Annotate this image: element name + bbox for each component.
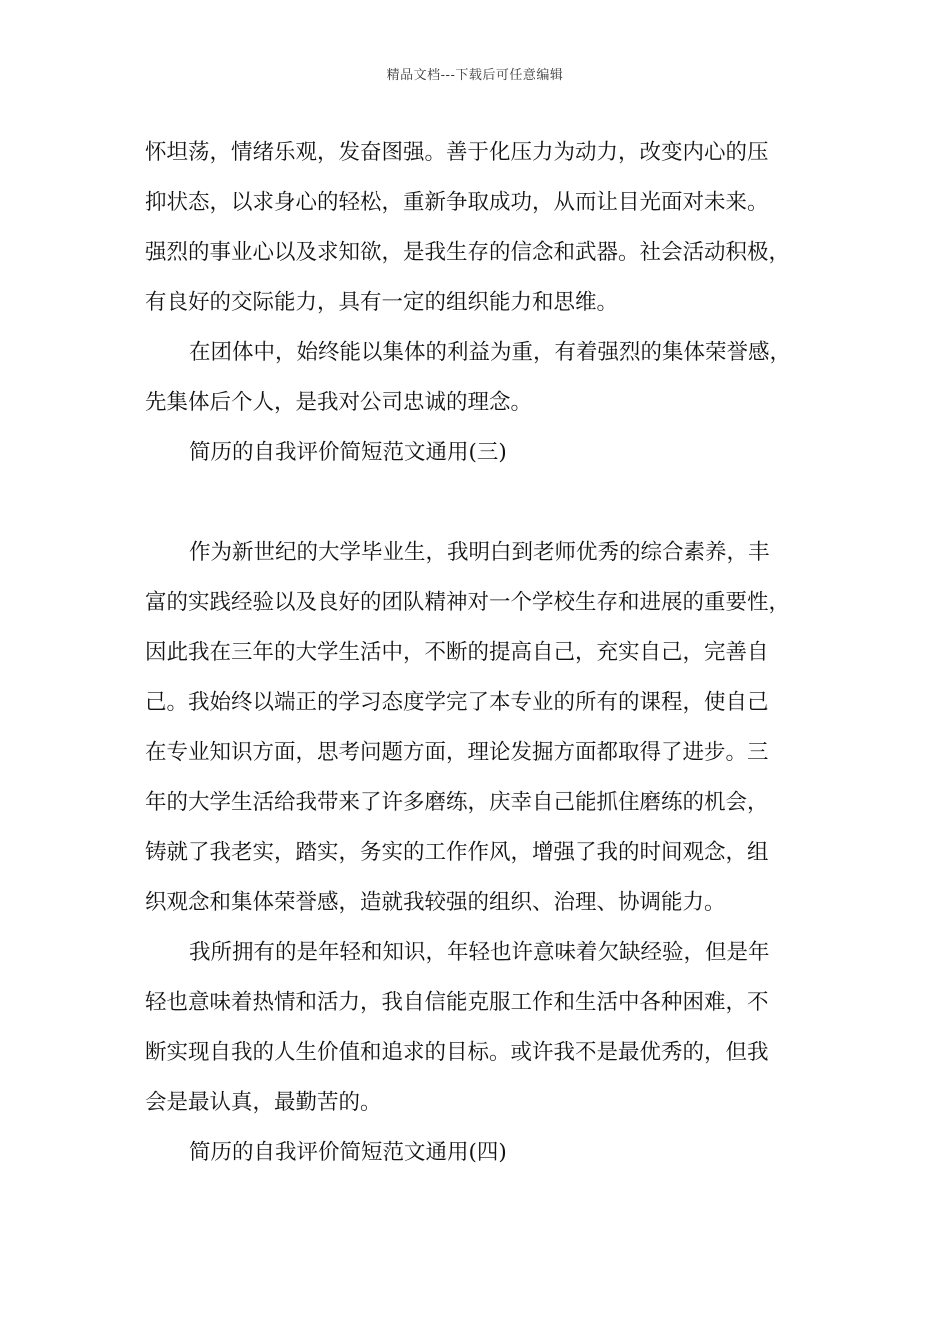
page-header: 精品文档---下载后可任意编辑 <box>386 68 564 83</box>
text-line: 己。我始终以端正的学习态度学完了本专业的所有的课程，使自己 <box>145 690 769 715</box>
paragraph-start-line: 我所拥有的是年轻和知识，年轻也许意味着欠缺经验，但是年 <box>189 940 770 965</box>
text-line: 富的实践经验以及良好的团队精神对一个学校生存和进展的重要性， <box>145 590 791 615</box>
text-line: 抑状态，以求身心的轻松，重新争取成功，从而让目光面对未来。 <box>145 190 769 215</box>
text-line: 在专业知识方面，思考问题方面，理论发掘方面都取得了进步。三 <box>145 740 769 765</box>
section-heading-3: 简历的自我评价简短范文通用(三) <box>189 440 507 465</box>
text-line: 织观念和集体荣誉感，造就我较强的组织、治理、协调能力。 <box>145 890 726 915</box>
document-body <box>145 128 825 1178</box>
blank-line <box>145 478 825 528</box>
paragraph-start-line: 在团体中，始终能以集体的利益为重，有着强烈的集体荣誉感， <box>189 340 792 365</box>
text-line: 会是最认真，最勤苦的。 <box>145 1090 382 1115</box>
section-heading-4: 简历的自我评价简短范文通用(四) <box>189 1140 507 1165</box>
text-line: 怀坦荡，情绪乐观，发奋图强。善于化压力为动力，改变内心的压 <box>145 140 769 165</box>
paragraph-start-line: 作为新世纪的大学毕业生，我明白到老师优秀的综合素养，丰 <box>189 540 770 565</box>
text-line: 先集体后个人，是我对公司忠诚的理念。 <box>145 390 533 415</box>
text-line: 有良好的交际能力，具有一定的组织能力和思维。 <box>145 290 619 315</box>
text-line: 铸就了我老实，踏实，务实的工作作风，增强了我的时间观念，组 <box>145 840 769 865</box>
text-line: 年的大学生活给我带来了许多磨练，庆幸自己能抓住磨练的机会， <box>145 790 769 815</box>
text-line: 强烈的事业心以及求知欲，是我生存的信念和武器。社会活动积极， <box>145 240 791 265</box>
text-line: 因此我在三年的大学生活中，不断的提高自己，充实自己，完善自 <box>145 640 769 665</box>
text-line: 轻也意味着热情和活力，我自信能克服工作和生活中各种困难，不 <box>145 990 769 1015</box>
text-line: 断实现自我的人生价值和追求的目标。或许我不是最优秀的，但我 <box>145 1040 769 1065</box>
